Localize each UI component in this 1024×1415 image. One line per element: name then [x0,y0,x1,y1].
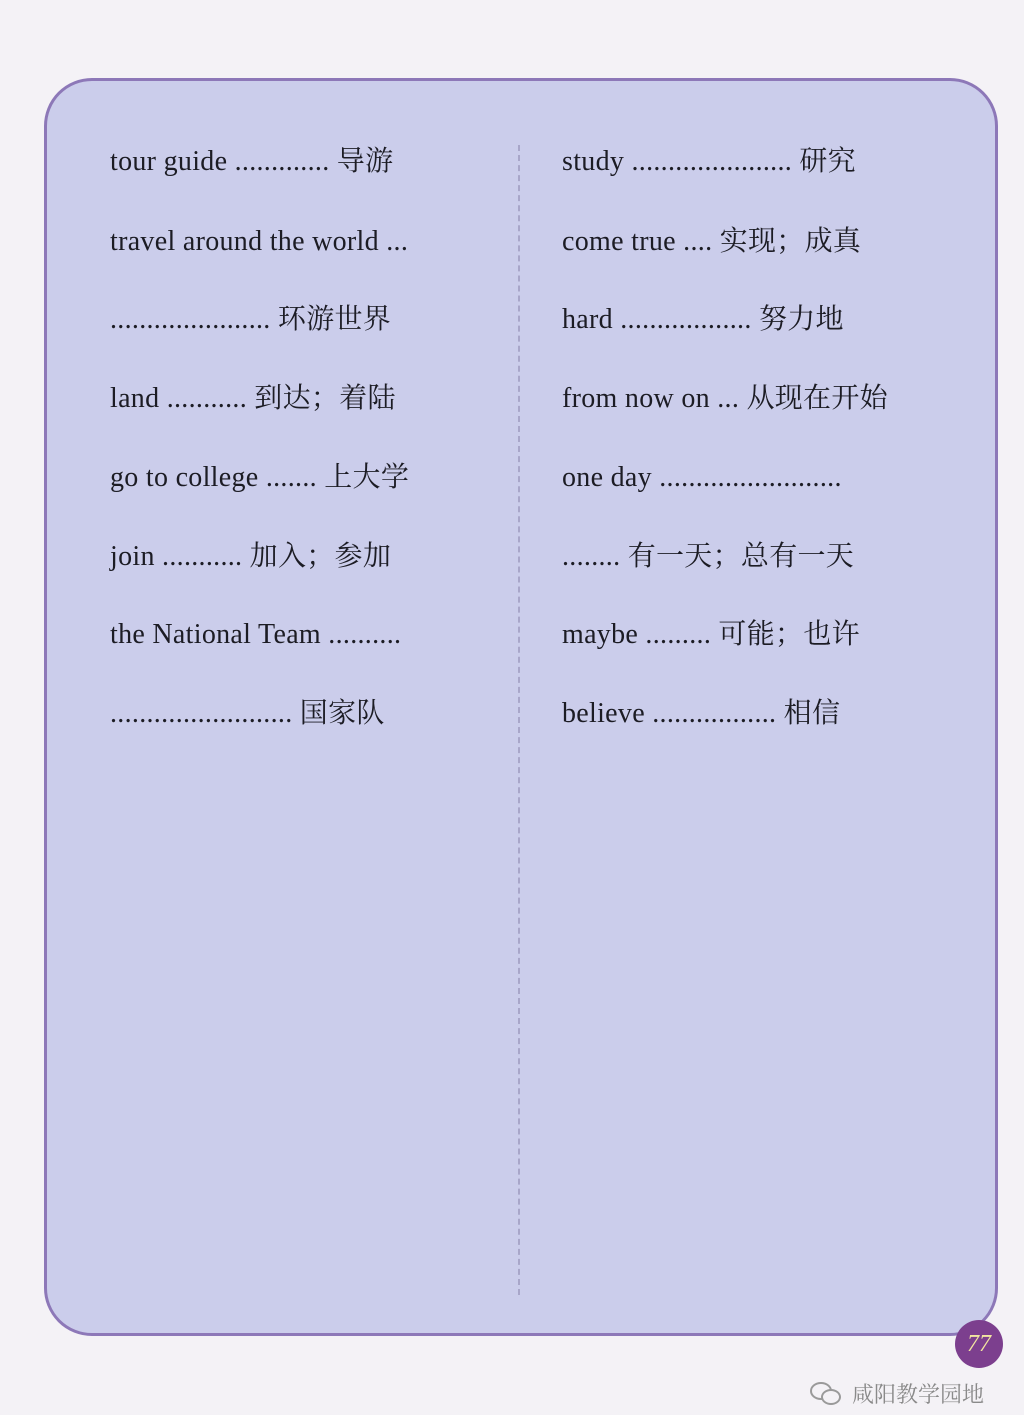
column-divider [518,145,520,1295]
vocab-entry-right-3: hard .................. 努力地 [562,304,844,335]
wechat-icon [810,1382,842,1406]
vocab-entry-right-4: from now on ... 从现在开始 [562,383,888,414]
watermark [810,1378,984,1409]
vocab-entry-left-7: the National Team .......... [110,619,402,650]
vocab-entry-left-1: tour guide ............. 导游 [110,146,394,177]
vocab-entry-right-5: one day ......................... [562,462,842,493]
vocab-entry-left-4: land ........... 到达；着陆 [110,383,396,414]
page-number: 77 [955,1320,1003,1368]
vocab-entry-right-1: study ...................... 研究 [562,146,856,177]
vocab-entry-right-8: believe ................. 相信 [562,698,841,729]
vocab-entry-left-3: ...................... 环游世界 [110,304,392,335]
vocab-entry-right-2: come true .... 实现；成真 [562,226,862,257]
watermark-text: 咸阳教学园地 [852,1383,985,1408]
vocab-entry-left-8: ......................... 国家队 [110,698,385,729]
vocab-entry-left-2: travel around the world ... [110,226,409,257]
vocab-entry-left-5: go to college ....... 上大学 [110,462,410,493]
vocab-entry-left-6: join ........... 加入；参加 [110,541,392,572]
vocab-entry-right-7: maybe ......... 可能；也许 [562,619,860,650]
vocab-entry-right-6: ........ 有一天；总有一天 [562,541,855,572]
